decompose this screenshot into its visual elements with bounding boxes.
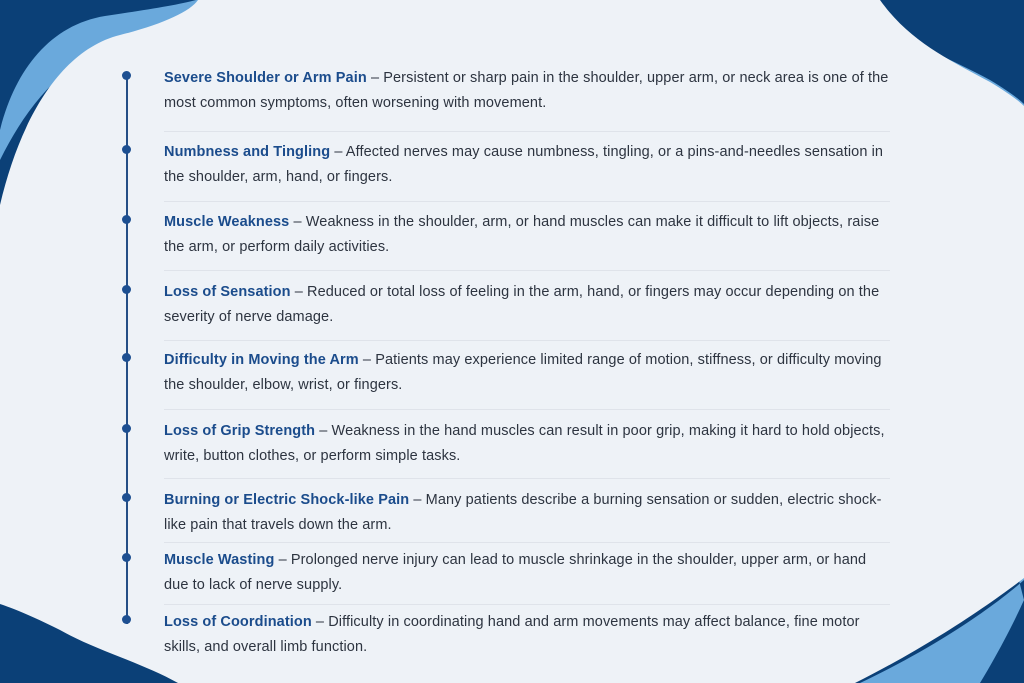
symptom-description: – Many patients describe a burning sensation or sudden, electric shock-like pain that travels down the arm. [164, 492, 882, 533]
list-item [164, 280, 890, 330]
symptom-description: – Reduced or total loss of feeling in the arm, hand, or fingers may occur depending on the severity of nerve damage. [164, 284, 880, 325]
bullet-dot [122, 493, 131, 502]
symptom-term: Loss of Coordination [164, 614, 312, 630]
symptom-term: Muscle Weakness [164, 214, 290, 230]
divider [164, 409, 890, 410]
divider [164, 270, 890, 271]
symptom-description: – Difficulty in coordinating hand and arm movements may affect balance, fine motor skills, and overall limb function. [164, 614, 860, 655]
bullet-dot [122, 615, 131, 624]
bullet-dot [122, 215, 131, 224]
bullet-dot [122, 424, 131, 433]
bullet-dot [122, 285, 131, 294]
symptom-term: Loss of Sensation [164, 284, 291, 300]
divider [164, 340, 890, 341]
symptom-term: Difficulty in Moving the Arm [164, 352, 359, 368]
list-item [164, 488, 890, 538]
bullet-dot [122, 71, 131, 80]
symptom-term: Numbness and Tingling [164, 144, 331, 160]
list-item [164, 348, 890, 398]
divider [164, 478, 890, 479]
symptom-description: – Patients may experience limited range of motion, stiffness, or difficulty moving the shoulder, elbow, wrist, or fingers. [164, 352, 882, 393]
list-item [164, 210, 890, 260]
symptom-description: – Weakness in the shoulder, arm, or hand muscles can make it difficult to lift objects, raise the arm, or perform daily activities. [164, 214, 880, 255]
divider [164, 201, 890, 202]
symptom-term: Severe Shoulder or Arm Pain [164, 70, 367, 86]
list-item [164, 548, 890, 598]
list-item [164, 140, 890, 190]
bullet-dot [122, 145, 131, 154]
list-item [164, 419, 890, 469]
symptom-description: – Prolonged nerve injury can lead to muscle shrinkage in the shoulder, upper arm, or hand due to lack of nerve supply. [164, 552, 867, 593]
list-item [164, 66, 890, 116]
symptom-description: – Persistent or sharp pain in the shoulder, upper arm, or neck area is one of the most common symptoms, often worsening with movement. [164, 70, 889, 111]
divider [164, 604, 890, 605]
timeline-line [126, 78, 128, 624]
symptom-term: Loss of Grip Strength [164, 423, 316, 439]
symptom-term: Muscle Wasting [164, 552, 275, 568]
symptom-term: Burning or Electric Shock-like Pain [164, 492, 410, 508]
divider [164, 542, 890, 543]
bullet-dot [122, 353, 131, 362]
symptom-description: – Affected nerves may cause numbness, tingling, or a pins-and-needles sensation in the shoulder, arm, hand, or fingers. [164, 144, 884, 185]
bullet-dot [122, 553, 131, 562]
divider [164, 131, 890, 132]
list-item [164, 610, 890, 660]
symptom-description: – Weakness in the hand muscles can result in poor grip, making it hard to hold objects, write, button clothes, or perform simple tasks. [164, 423, 885, 464]
